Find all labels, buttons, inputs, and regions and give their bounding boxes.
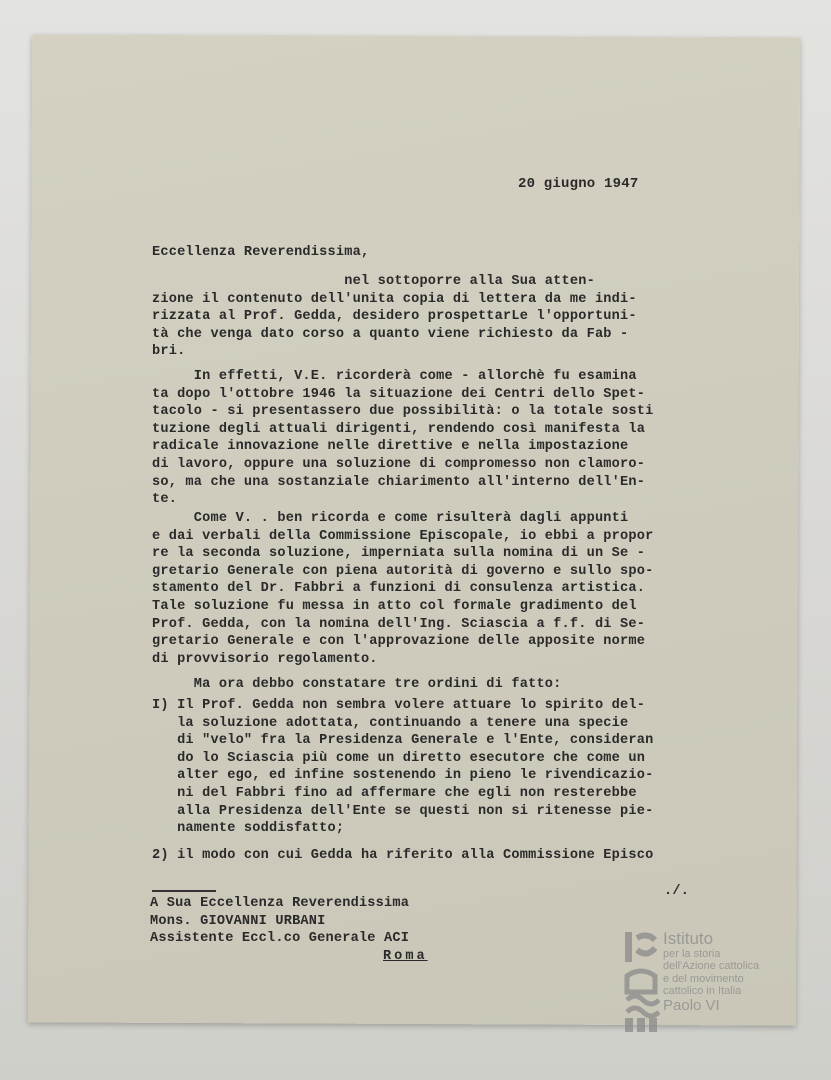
paragraph-1: nel sottoporre alla Sua atten- zione il contenuto dell'unita copia di lettera da me indi- rizzata al Prof. Gedda, desidero prospettarLe l'opportuni- tà che venga dato corso a quanto viene richiesto da Fab - bri.: [152, 274, 637, 360]
isacem-monogram-icon: [623, 930, 660, 1034]
paragraph-4: Ma ora debbo constatare tre ordini di fatto:: [152, 677, 562, 692]
paragraph-5-point-one: I) Il Prof. Gedda non sembra volere attuare lo spirito del- la soluzione adottata, continuando a tenere una specie di "velo" fra la Presidenza Generale e l'Ente, consideran do lo Sciascia più come un diretto esecutore che come un alter ego, ed infine sostenendo in pieno le rivendicazio- ni del Fabbri fino ad affermare che egli non resterebbe alla Presidenza dell'Ente se questi non si ritenesse pie- namente soddisfatto;: [152, 698, 654, 837]
logo-line-5: cattolico in Italia: [663, 985, 742, 998]
logo-line-4: e del movimento: [663, 972, 744, 985]
addressee-city: Roma: [383, 948, 428, 964]
salutation: Eccellenza Reverendissima,: [152, 245, 370, 260]
addressee-line-1: A Sua Eccellenza Reverendissima: [150, 896, 410, 911]
addressee-block: [150, 895, 428, 965]
logo-line-6: Paolo VI: [663, 996, 720, 1014]
addressee-rule: [152, 890, 216, 892]
logo-line-2: per la storia: [663, 948, 721, 960]
letter-date: 20 giugno 1947: [518, 176, 639, 192]
addressee-line-2: Mons. GIOVANNI URBANI: [150, 913, 326, 929]
paragraph-3: Come V. . ben ricorda e come risulterà dagli appunti e dai verbali della Commissione Episcopale, io ebbi a propor re la seconda soluzione, imperniata sulla nomina di un Se - gretario Generale con piena autorità di governo e sullo spo- stamento del Dr. Fabbri a funzioni di consulenza artistica. Tale soluzione fu messa in atto col formale gradimento del Prof. Gedda, con la nomina dell'Ing. Sciascia a f.f. di Se- gretario Generale e con l'approvazione delle apposite norme di provvisorio regolamento.: [152, 511, 654, 667]
paragraph-2: In effetti, V.E. ricorderà come - allorchè fu esamina ta dopo l'ottobre 1946 la situazione dei Centri dello Spet- tacolo - si presentassero due possibilità: o la totale sosti tuzione degli attuali dirigenti, rendendo così manifesta la radicale innovazione nelle direttive e nella impostazione di lavoro, oppure una soluzione di compromesso non clamoro- so, ma che una sostanziale chiarimento all'interno dell'En- te.: [152, 369, 654, 508]
paragraph-6-point-two: 2) il modo con cui Gedda ha riferito alla Commissione Episco: [152, 848, 654, 863]
addressee-line-3: Assistente Eccl.co Generale ACI: [150, 931, 410, 947]
logo-line-1: Istituto: [663, 929, 714, 948]
institute-logo: [623, 930, 763, 1038]
logo-line-3: dell'Azione cattolica: [663, 960, 760, 973]
continuation-mark: ./.: [664, 884, 690, 899]
logo-text: [663, 930, 773, 1014]
